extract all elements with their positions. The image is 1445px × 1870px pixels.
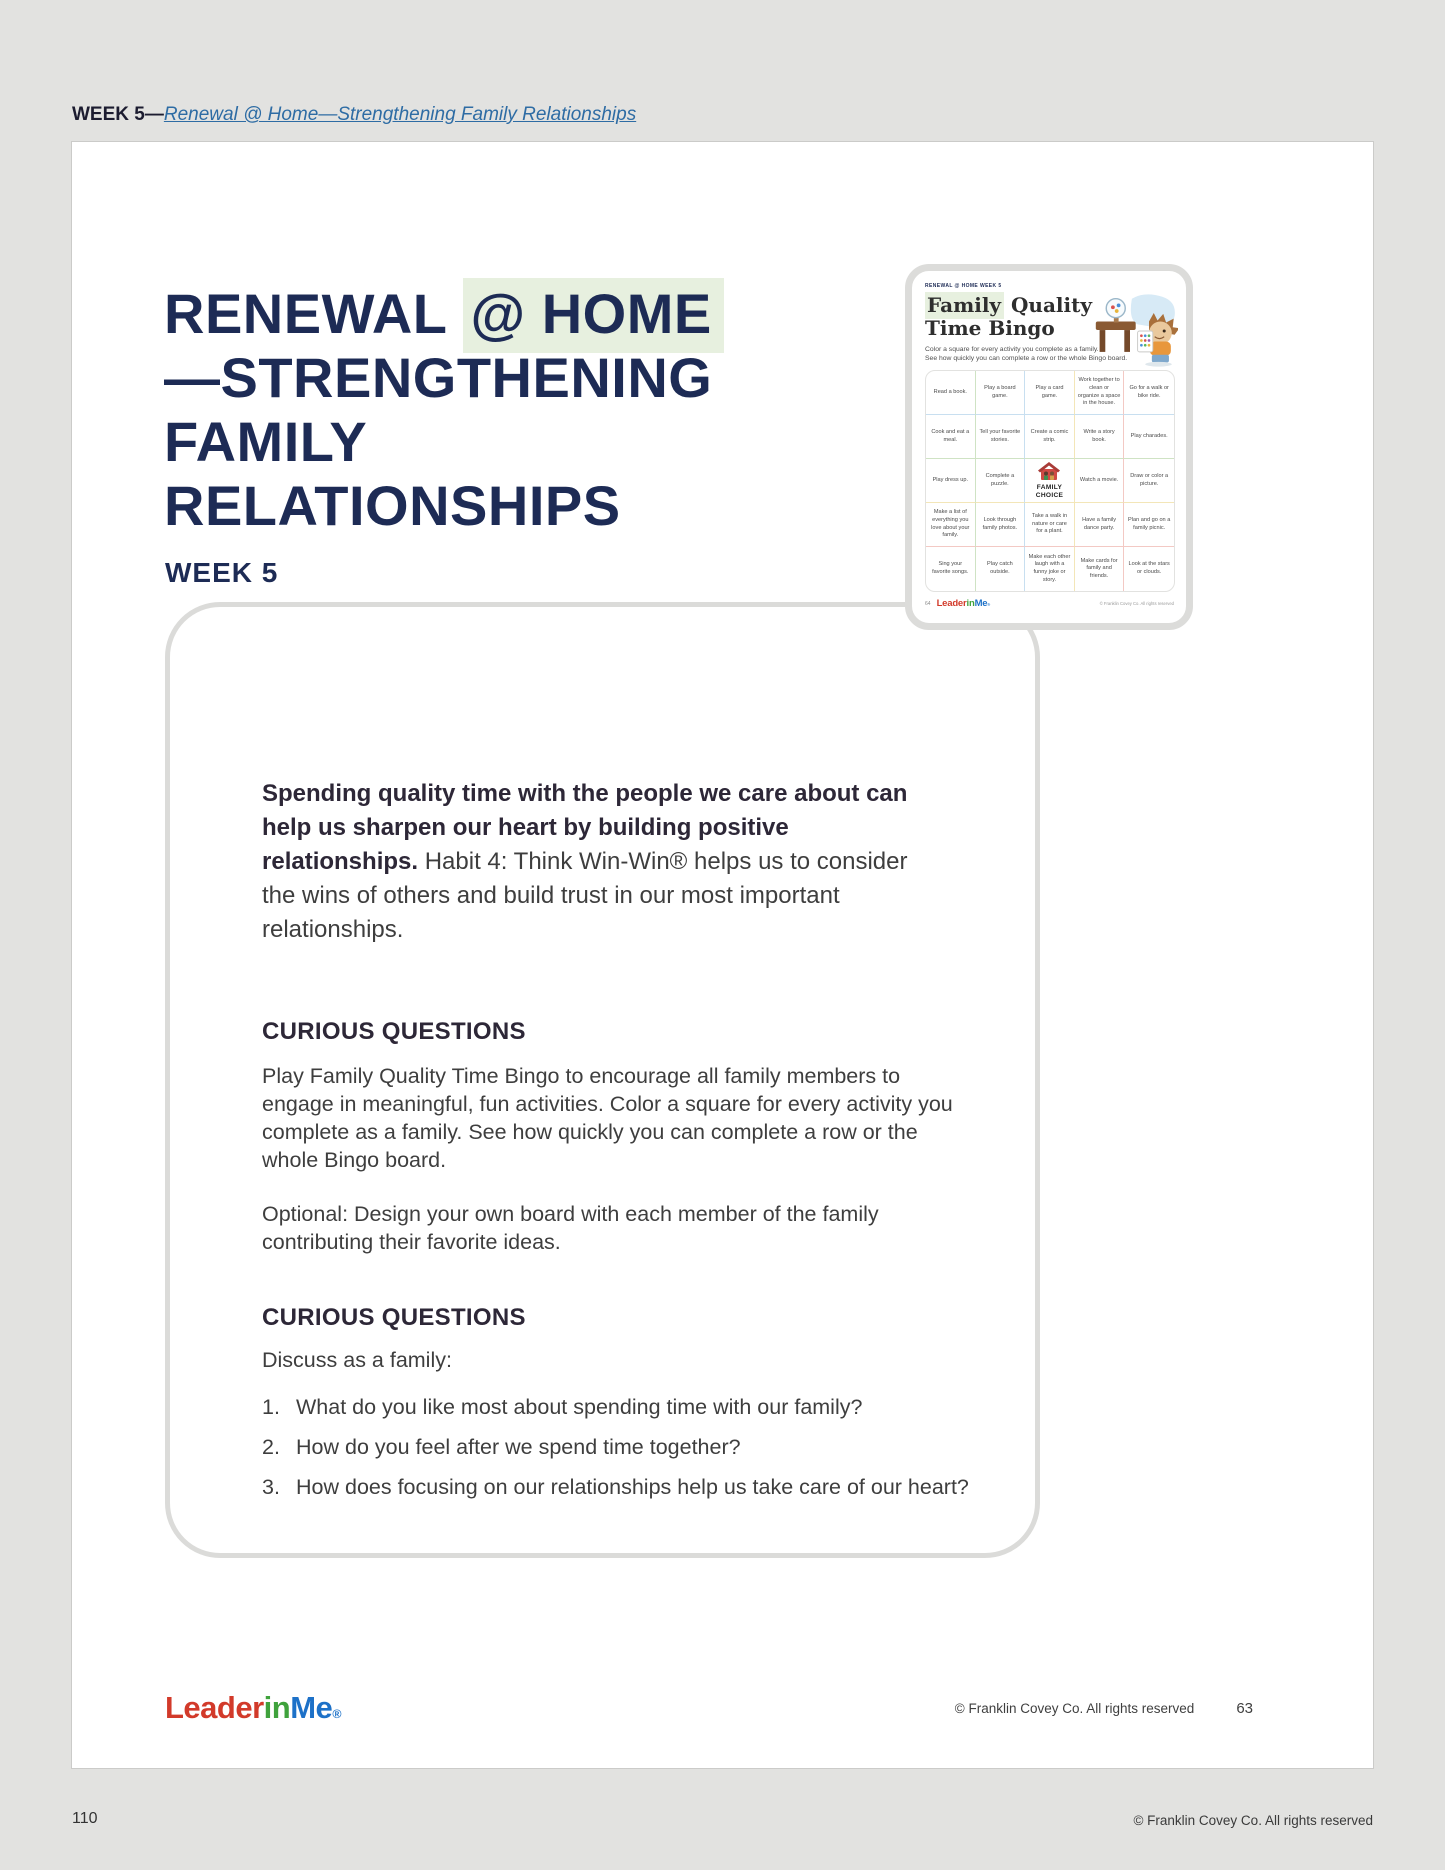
- page-copyright: © Franklin Covey Co. All rights reserved: [954, 1700, 1195, 1716]
- bingo-cell: Make a list of everything you love about your family.: [926, 503, 976, 547]
- bingo-card-page-number: 64: [925, 600, 931, 607]
- question-number: 1.: [262, 1395, 280, 1419]
- question-item: [262, 1393, 982, 1421]
- discuss-lead: Discuss as a family:: [262, 1348, 452, 1372]
- curious-questions-heading-1: CURIOUS QUESTIONS: [262, 1018, 526, 1045]
- page-footer: [165, 1690, 1253, 1726]
- intro-regular-text: Habit 4: Think Win-Win® helps us to consider the wins of others and build trust in our most important relationships.: [262, 848, 908, 943]
- bingo-card-header: RENEWAL @ HOME WEEK 5: [925, 283, 1002, 289]
- bingo-cell-family-choice: [1025, 459, 1075, 503]
- bingo-grid: [925, 370, 1175, 592]
- family-choice-label-2: CHOICE: [1035, 492, 1064, 499]
- bingo-card-title: Family Quality Time Bingo: [925, 293, 1092, 340]
- question-item: [262, 1433, 982, 1461]
- title-renewal: RENEWAL: [164, 282, 463, 345]
- bingo-cell: Draw or color a picture.: [1124, 459, 1174, 503]
- intro-paragraph: [262, 777, 922, 947]
- question-number: 3.: [262, 1475, 280, 1499]
- leaderinme-logo: LeaderinMe®: [165, 1690, 341, 1725]
- worksheet-page: [72, 142, 1373, 1768]
- week-label: WEEK 5—: [72, 104, 164, 125]
- page-number: 63: [1236, 1699, 1253, 1717]
- question-number: 2.: [262, 1435, 280, 1459]
- bingo-cell: Cook and eat a meal.: [926, 415, 976, 459]
- bingo-card-subtitle: Color a square for every activity you complete as a family. See how quickly you can complete a row or the whole Bingo board.: [925, 346, 1128, 362]
- breadcrumb: [72, 103, 636, 127]
- bingo-card: [905, 264, 1193, 630]
- title-line-1: [164, 282, 724, 346]
- bingo-cell: Read a book.: [926, 371, 976, 415]
- bingo-title-family-highlight: Family: [925, 292, 1004, 319]
- bingo-card-copyright: © Franklin Covey Co. All rights reserved: [1099, 601, 1174, 606]
- curious-questions-heading-2: CURIOUS QUESTIONS: [262, 1304, 526, 1331]
- question-text: What do you like most about spending time with our family?: [296, 1395, 863, 1419]
- bingo-cell: Work together to clean or organize a space in the house.: [1075, 371, 1125, 415]
- bingo-cell: Plan and go on a family picnic.: [1124, 503, 1174, 547]
- bingo-cell: Play charades.: [1124, 415, 1174, 459]
- intro-bold-text: Spending quality time with the people we care about can help us sharpen our heart by building positive relationships.: [262, 780, 908, 875]
- document-copyright: © Franklin Covey Co. All rights reserved: [1133, 1813, 1373, 1828]
- question-list: [262, 1393, 969, 1501]
- question-text: How does focusing on our relationships help us take care of our heart?: [296, 1475, 969, 1499]
- family-choice-house-icon: [1037, 461, 1061, 481]
- page-title: [164, 282, 724, 538]
- bingo-cell: Play dress up.: [926, 459, 976, 503]
- bingo-cell: Have a family dance party.: [1075, 503, 1125, 547]
- question-item: [262, 1473, 982, 1501]
- family-choice-label-1: FAMILY: [1036, 483, 1063, 491]
- bingo-mascot-illustration: [1082, 293, 1178, 369]
- bingo-cell: Take a walk in nature or care for a plant.: [1025, 503, 1075, 547]
- document-page-number: 110: [72, 1810, 98, 1827]
- week-subtitle: WEEK 5: [165, 557, 279, 588]
- bingo-cell: Make cards for family and friends.: [1075, 547, 1125, 591]
- bingo-cell: Play catch outside.: [976, 547, 1026, 591]
- bingo-card-footer: [925, 598, 1174, 609]
- title-at-home-highlight: @ HOME: [463, 278, 724, 353]
- renewal-home-link[interactable]: Renewal @ Home—Strengthening Family Relationships: [163, 104, 637, 125]
- bingo-cell: Watch a movie.: [1075, 459, 1125, 503]
- title-line-4: RELATIONSHIPS: [164, 474, 621, 537]
- title-line-2: —STRENGTHENING: [164, 346, 713, 409]
- bingo-cell: Tell your favorite stories.: [976, 415, 1026, 459]
- leaderinme-logo-small: LeaderinMe®: [936, 598, 990, 609]
- bingo-cell: Write a story book.: [1075, 415, 1125, 459]
- bingo-cell: Play a card game.: [1025, 371, 1075, 415]
- bingo-cell: Sing your favorite songs.: [926, 547, 976, 591]
- bingo-cell: Play a board game.: [976, 371, 1026, 415]
- question-text: How do you feel after we spend time together?: [296, 1435, 741, 1459]
- bingo-cell: Complete a puzzle.: [976, 459, 1026, 503]
- bingo-cell: Make each other laugh with a funny joke or story.: [1025, 547, 1075, 591]
- content-panel: [165, 602, 1040, 1558]
- bingo-cell: Look at the stars or clouds.: [1128, 561, 1170, 575]
- bingo-instructions-paragraph: Play Family Quality Time Bingo to encourage all family members to engage in meaningful, fun activities. Color a square for every activity you complete as a family. See how quickly you can complete a row or the whole Bingo board.: [262, 1064, 953, 1172]
- bingo-cell: Go for a walk or bike ride.: [1124, 371, 1174, 415]
- title-line-3: FAMILY: [164, 410, 368, 473]
- optional-paragraph: Optional: Design your own board with each member of the family contributing their favorite ideas.: [262, 1202, 879, 1254]
- bingo-cell: Create a comic strip.: [1025, 415, 1075, 459]
- bingo-cell: Look through family photos.: [976, 503, 1026, 547]
